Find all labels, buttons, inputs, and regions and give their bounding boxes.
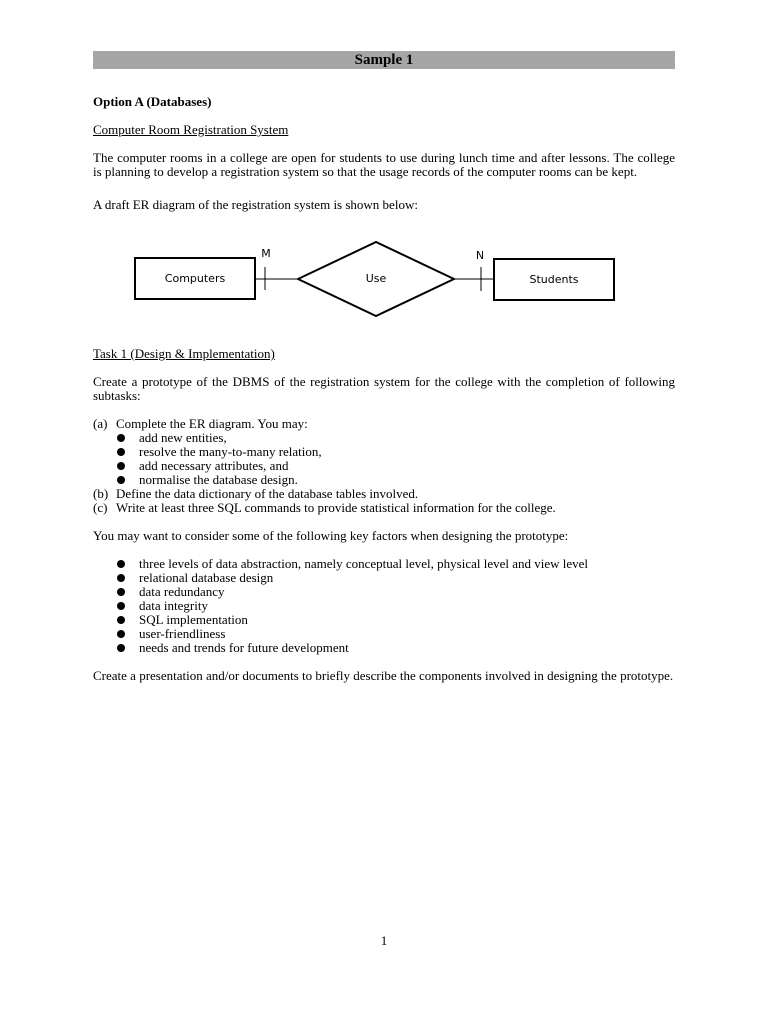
page-number: 1 <box>380 933 388 948</box>
factor-text: data integrity <box>139 598 208 613</box>
factor-list <box>93 557 683 655</box>
subtask-item <box>93 487 683 501</box>
factor-text: SQL implementation <box>139 612 248 627</box>
bullet-item <box>93 473 683 487</box>
bullet-icon <box>117 644 125 652</box>
closing-paragraph: Create a presentation and/or documents to briefly describe the components involved in designing the prototype. <box>93 668 674 683</box>
subtask-label: (a) <box>93 416 108 431</box>
bullet-icon <box>117 476 125 484</box>
bullet-icon <box>117 574 125 582</box>
cardinality-left: M <box>261 247 271 260</box>
subtask-item <box>93 501 683 515</box>
title-bar <box>93 51 675 69</box>
bullet-item <box>93 459 683 473</box>
bullet-text: add necessary attributes, and <box>139 458 289 473</box>
entity-students-label: Students <box>529 273 579 286</box>
bullet-icon <box>117 462 125 470</box>
factor-item <box>93 585 683 599</box>
er-diagram <box>130 236 620 320</box>
system-name: Computer Room Registration System <box>93 122 289 137</box>
bullet-text: add new entities, <box>139 430 227 445</box>
factor-text: data redundancy <box>139 584 225 599</box>
factor-text: relational database design <box>139 570 274 585</box>
factor-item <box>93 627 683 641</box>
bullet-icon <box>117 616 125 624</box>
bullet-icon <box>117 434 125 442</box>
page-title: Sample 1 <box>354 52 414 68</box>
task-heading: Task 1 (Design & Implementation) <box>93 346 275 361</box>
factor-item <box>93 557 683 571</box>
factor-text: needs and trends for future development <box>139 640 349 655</box>
bullet-icon <box>117 560 125 568</box>
factor-text: user-friendliness <box>139 626 226 641</box>
relationship-use-label: Use <box>365 272 387 285</box>
subtask-text: Write at least three SQL commands to provide statistical information for the college. <box>116 500 556 515</box>
factor-item <box>93 641 683 655</box>
bullet-item <box>93 431 683 445</box>
bullet-text: resolve the many-to-many relation, <box>139 444 322 459</box>
factor-text: three levels of data abstraction, namely conceptual level, physical level and view level <box>139 556 589 571</box>
cardinality-right: N <box>475 249 485 262</box>
factor-item <box>93 613 683 627</box>
subtask-list <box>93 417 683 515</box>
bullet-icon <box>117 588 125 596</box>
task-intro: Create a prototype of the DBMS of the registration system for the college with the completion of following subtasks: <box>93 374 675 403</box>
bullet-icon <box>117 602 125 610</box>
diagram-intro: A draft ER diagram of the registration system is shown below: <box>93 197 418 212</box>
bullet-icon <box>117 630 125 638</box>
intro-paragraph: The computer rooms in a college are open for students to use during lunch time and after lessons. The college is planning to develop a registration system so that the usage records of the computer rooms can be kept. <box>93 150 675 179</box>
bullet-text: normalise the database design. <box>139 472 298 487</box>
bullet-item <box>93 445 683 459</box>
subtask-text: Define the data dictionary of the database tables involved. <box>116 486 419 501</box>
entity-computers-label: Computers <box>164 272 226 285</box>
option-heading: Option A (Databases) <box>93 94 212 109</box>
bullet-icon <box>117 448 125 456</box>
factor-item <box>93 599 683 613</box>
subtask-label: (b) <box>93 486 109 501</box>
subtask-text: Complete the ER diagram. You may: <box>116 416 308 431</box>
factor-item <box>93 571 683 585</box>
factors-intro: You may want to consider some of the following key factors when designing the prototype: <box>93 528 569 543</box>
subtask-label: (c) <box>93 500 108 515</box>
subtask-item <box>93 417 683 431</box>
